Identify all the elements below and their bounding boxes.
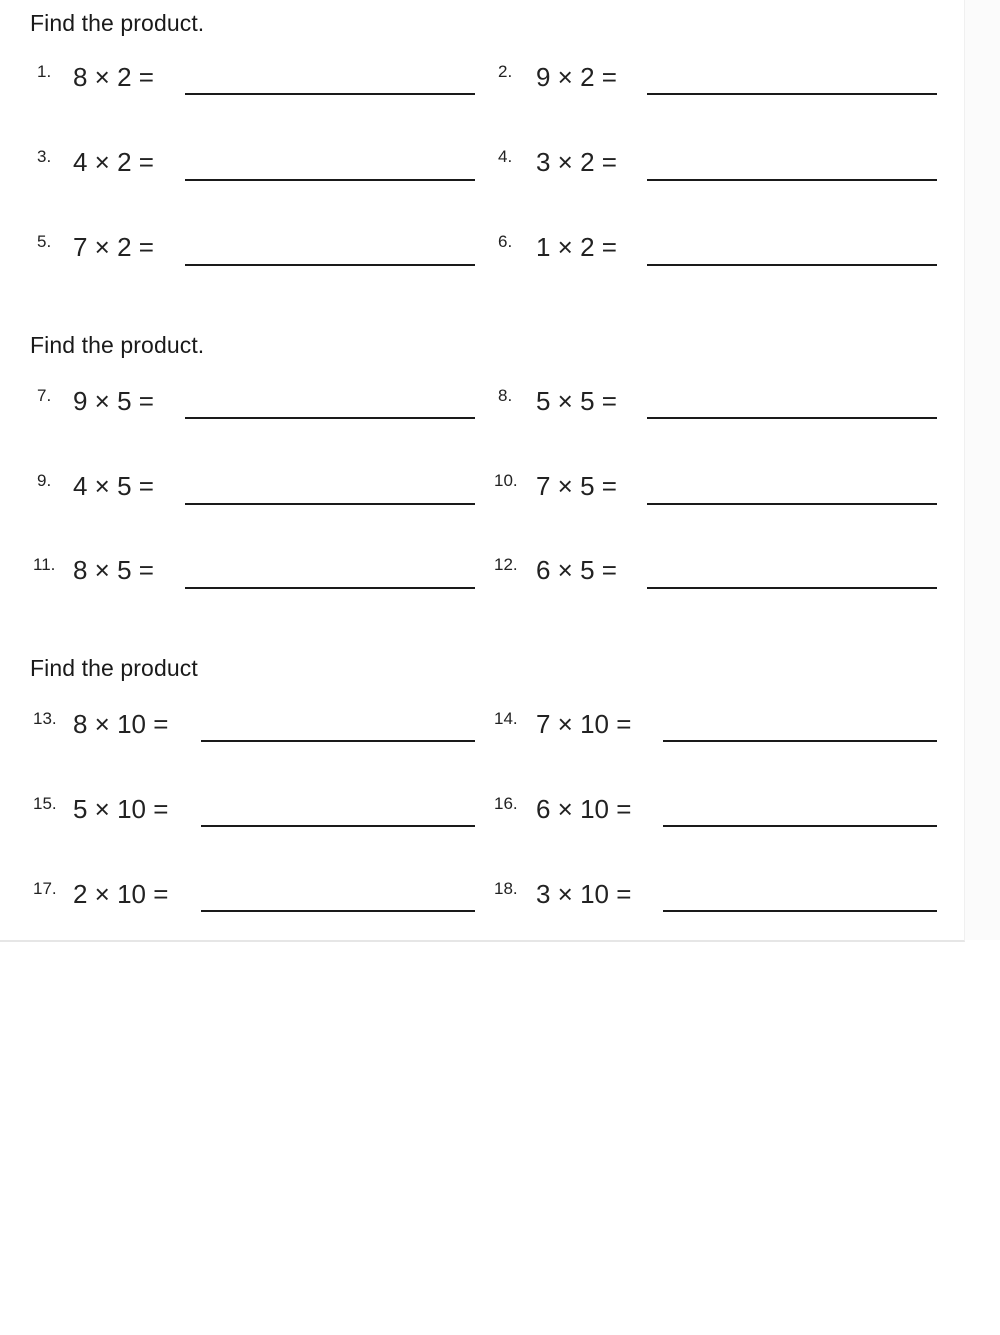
answer-blank[interactable] <box>647 587 937 589</box>
problem-number: 12. <box>494 555 518 574</box>
problem-expression: 5 × 10 = <box>73 794 169 824</box>
problem-expression: 9 × 2 = <box>536 62 617 92</box>
answer-blank[interactable] <box>185 93 475 95</box>
problem-number: 9. <box>37 471 52 490</box>
problem-expression: 2 × 10 = <box>73 879 169 909</box>
problem-expression: 7 × 10 = <box>536 709 632 739</box>
answer-blank[interactable] <box>647 503 937 505</box>
problem-number: 16. <box>494 794 518 813</box>
answer-blank[interactable] <box>663 910 937 912</box>
problem-number: 1. <box>37 62 52 81</box>
problem-expression: 8 × 10 = <box>73 709 169 739</box>
problem-expression: 7 × 5 = <box>536 471 617 501</box>
answer-blank[interactable] <box>663 740 937 742</box>
answer-blank[interactable] <box>647 179 937 181</box>
section-heading: Find the product. <box>30 10 205 36</box>
problem-number: 15. <box>33 794 57 813</box>
answer-blank[interactable] <box>647 264 937 266</box>
problem-number: 14. <box>494 709 518 728</box>
problem-expression: 3 × 10 = <box>536 879 632 909</box>
problem-number: 5. <box>37 232 52 251</box>
answer-blank[interactable] <box>185 503 475 505</box>
problem-number: 3. <box>37 147 52 166</box>
problem-expression: 5 × 5 = <box>536 386 617 416</box>
problem-expression: 8 × 2 = <box>73 62 154 92</box>
problem-number: 8. <box>498 386 513 405</box>
problem-number: 6. <box>498 232 513 251</box>
problem-number: 17. <box>33 879 57 898</box>
problem-number: 7. <box>37 386 52 405</box>
answer-blank[interactable] <box>201 910 475 912</box>
problem-number: 18. <box>494 879 518 898</box>
answer-blank[interactable] <box>201 825 475 827</box>
problem-expression: 4 × 2 = <box>73 147 154 177</box>
answer-blank[interactable] <box>647 417 937 419</box>
answer-blank[interactable] <box>201 740 475 742</box>
problem-expression: 6 × 10 = <box>536 794 632 824</box>
problem-expression: 6 × 5 = <box>536 555 617 585</box>
problem-expression: 4 × 5 = <box>73 471 154 501</box>
problem-number: 13. <box>33 709 57 728</box>
problem-number: 10. <box>494 471 518 490</box>
answer-blank[interactable] <box>185 587 475 589</box>
section-heading: Find the product <box>30 655 198 681</box>
answer-blank[interactable] <box>185 179 475 181</box>
page-gutter <box>965 0 1000 940</box>
answer-blank[interactable] <box>647 93 937 95</box>
answer-blank[interactable] <box>185 264 475 266</box>
answer-blank[interactable] <box>663 825 937 827</box>
answer-blank[interactable] <box>185 417 475 419</box>
problem-expression: 3 × 2 = <box>536 147 617 177</box>
section-heading: Find the product. <box>30 332 205 358</box>
problem-number: 11. <box>33 555 56 574</box>
problem-expression: 9 × 5 = <box>73 386 154 416</box>
problem-expression: 1 × 2 = <box>536 232 617 262</box>
problem-expression: 8 × 5 = <box>73 555 154 585</box>
problem-number: 4. <box>498 147 513 166</box>
problem-number: 2. <box>498 62 513 81</box>
problem-expression: 7 × 2 = <box>73 232 154 262</box>
